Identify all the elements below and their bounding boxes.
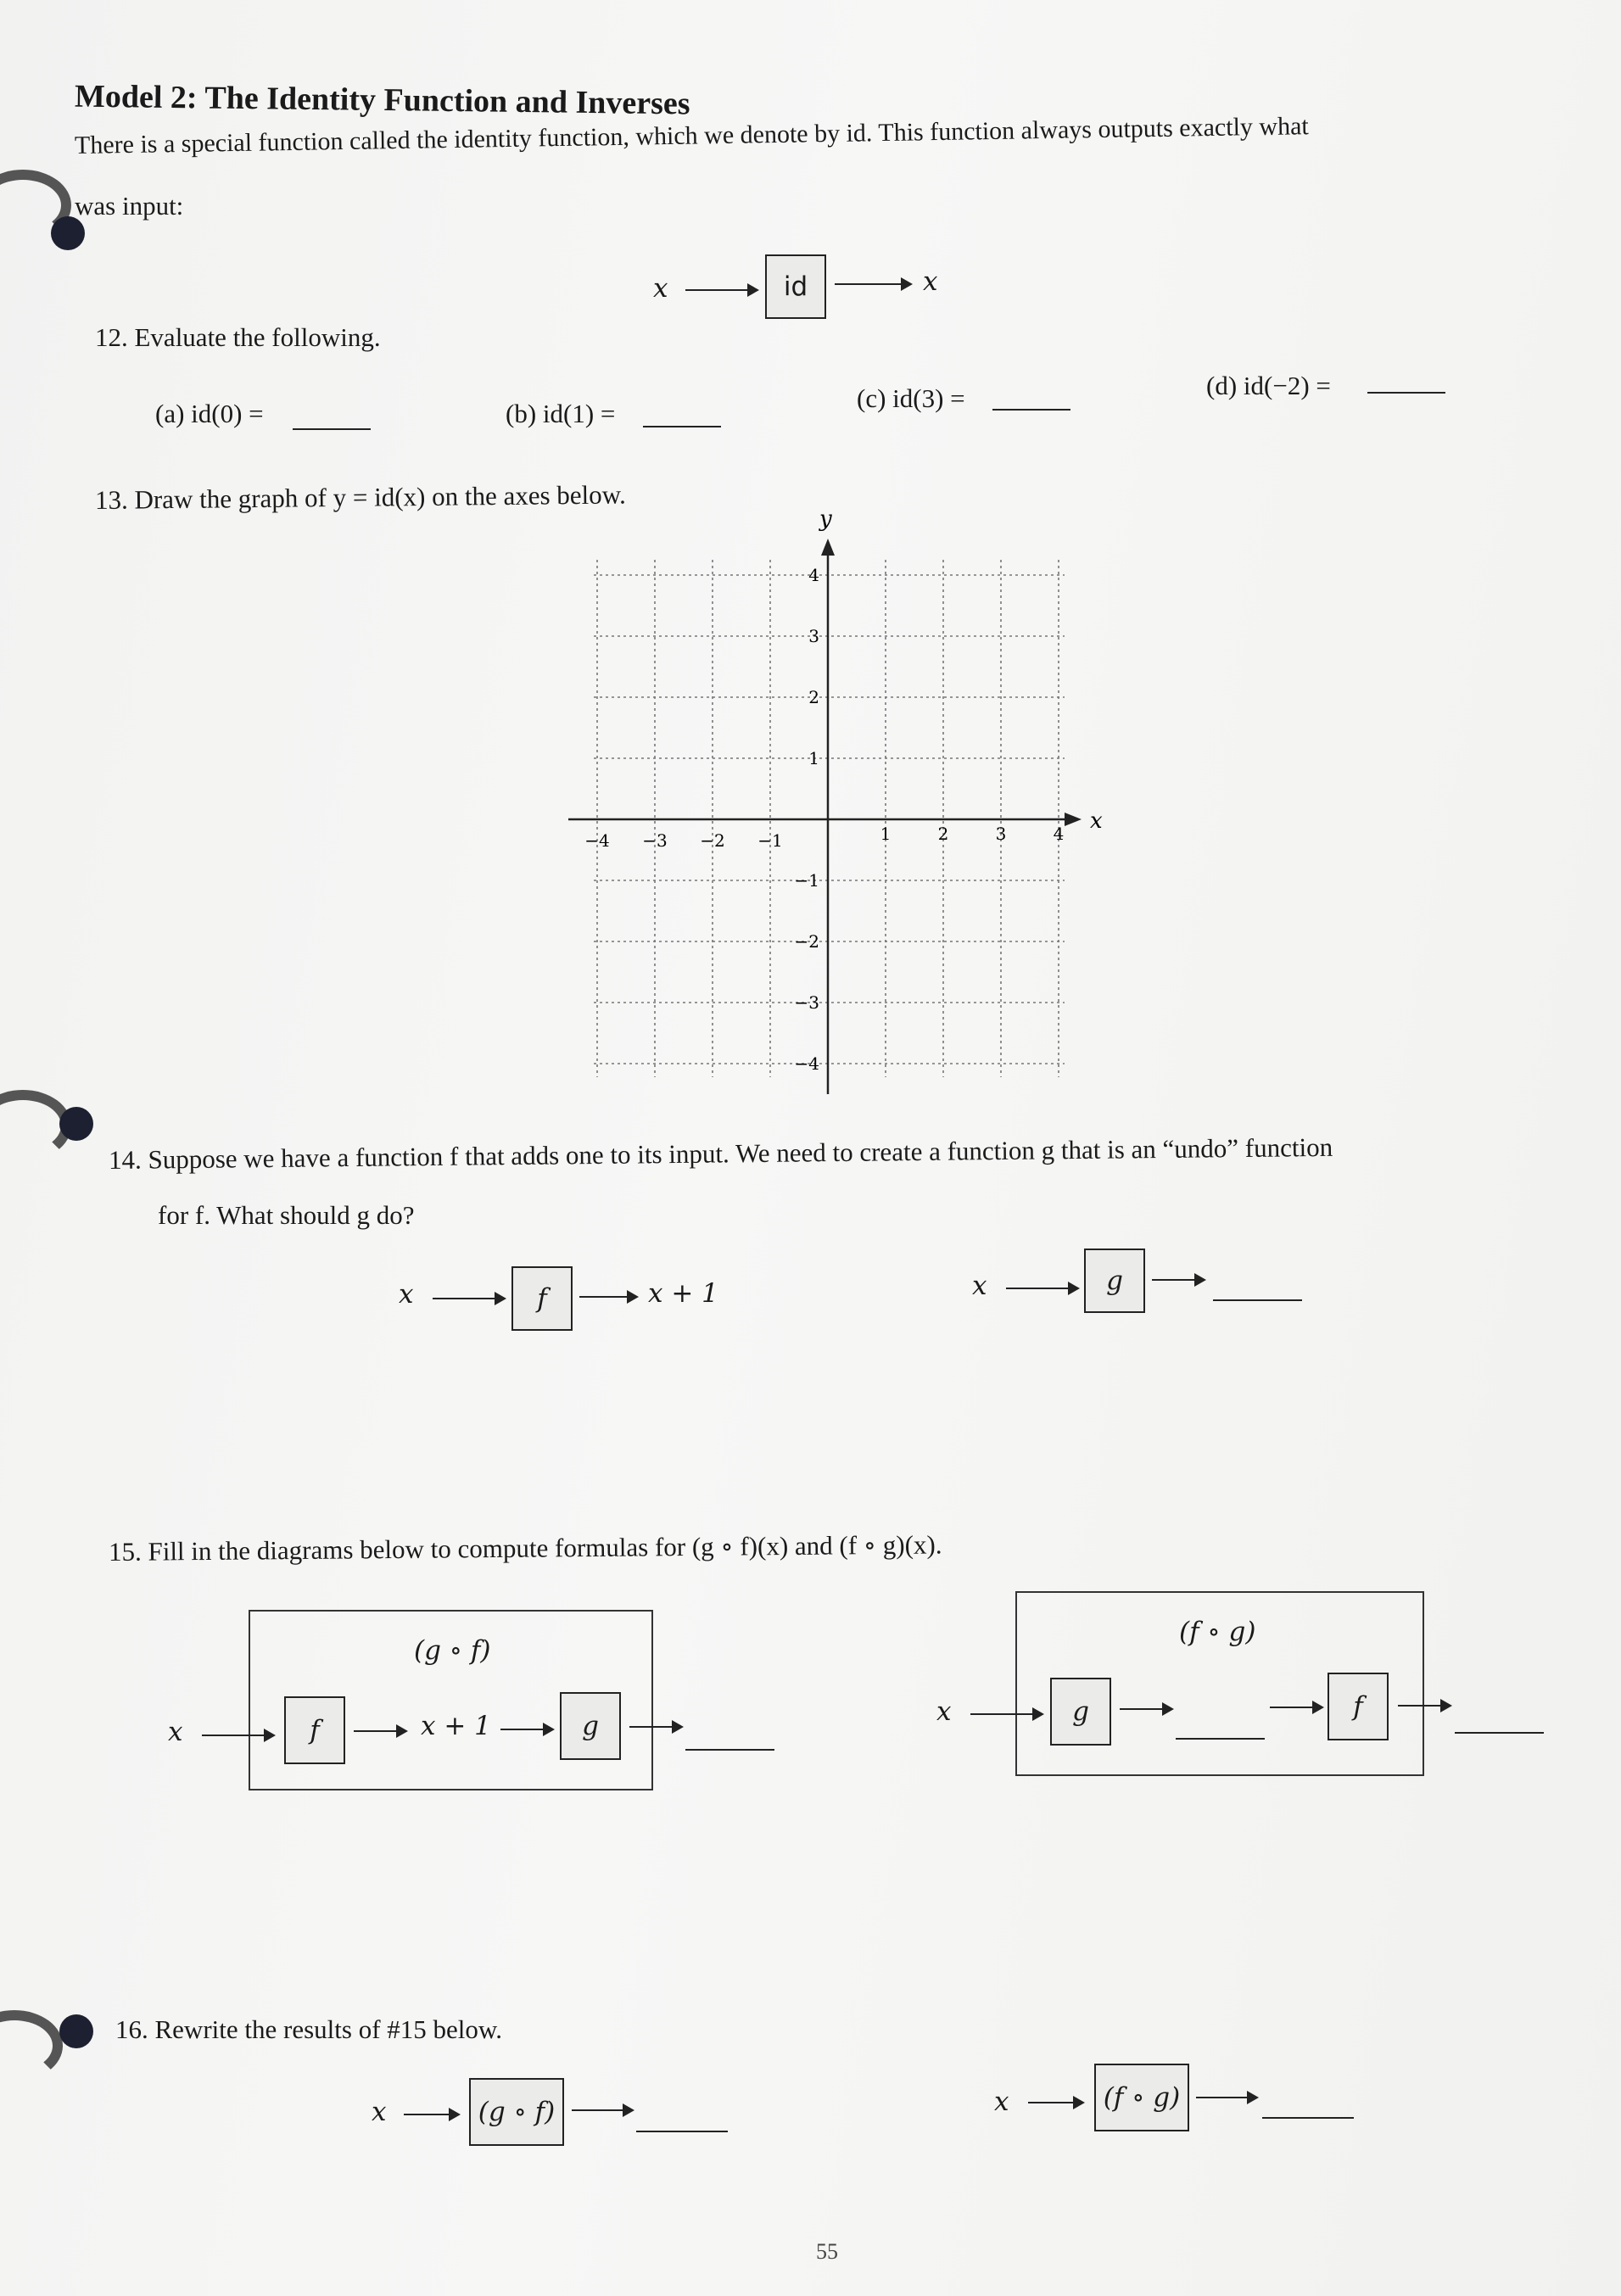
q16-prompt: 16. Rewrite the results of #15 below. bbox=[115, 2014, 503, 2044]
q14-f-output-label: x + 1 bbox=[648, 1278, 718, 1309]
x-tick-label: −4 bbox=[584, 830, 610, 851]
y-axis-label: y bbox=[819, 506, 832, 532]
x-tick-label: −1 bbox=[757, 830, 783, 851]
q12-blank-c[interactable] bbox=[992, 407, 1070, 411]
q14-g-output-arrow bbox=[1152, 1279, 1205, 1281]
id-input-arrow bbox=[685, 289, 757, 291]
q15-left-middle-label: x + 1 bbox=[421, 1711, 491, 1741]
y-tick-label: 1 bbox=[808, 748, 819, 768]
intro-line-1: There is a special function called the identity function, which we denote by id. This function always outputs exactly what bbox=[74, 112, 1309, 159]
x-tick-label: −3 bbox=[642, 830, 668, 851]
q14-g-output-blank[interactable] bbox=[1213, 1298, 1302, 1301]
id-box: id bbox=[765, 254, 826, 319]
q15-left-mid-arrow bbox=[354, 1730, 406, 1732]
y-tick-label: 3 bbox=[808, 626, 819, 646]
id-output-label: x bbox=[923, 266, 938, 297]
q15-right-mid-arrow-2 bbox=[1270, 1707, 1322, 1708]
q15-left-mid-arrow-2 bbox=[500, 1729, 553, 1730]
x-axis-label: x bbox=[1090, 808, 1103, 834]
q13-prompt: 13. Draw the graph of y = id(x) on the axes below. bbox=[94, 479, 626, 515]
y-tick-label: −3 bbox=[794, 992, 819, 1013]
q15-right-f-box: f bbox=[1328, 1673, 1389, 1740]
q12-part-c: (c) id(3) = bbox=[857, 383, 965, 413]
q15-left-output-blank[interactable] bbox=[685, 1747, 774, 1751]
q12-blank-d[interactable] bbox=[1367, 390, 1445, 394]
y-tick-label: −2 bbox=[794, 931, 819, 952]
q14-f-output-arrow bbox=[579, 1296, 637, 1298]
q14-prompt-line-1: 14. Suppose we have a function f that adds one to its input. We need to create a function g that is an “undo” function bbox=[108, 1131, 1333, 1175]
x-axis-arrowhead bbox=[1065, 813, 1082, 826]
q16-left-input-label: x bbox=[372, 2097, 387, 2127]
q16-right-input-arrow bbox=[1028, 2102, 1083, 2103]
q16-right-box: (f ∘ g) bbox=[1094, 2064, 1189, 2131]
x-tick-label: 4 bbox=[1053, 824, 1065, 844]
q15-right-output-blank[interactable] bbox=[1455, 1730, 1544, 1734]
x-tick-label: 3 bbox=[995, 824, 1007, 844]
punch-hole-middle bbox=[59, 1107, 93, 1141]
q16-left-box: (g ∘ f) bbox=[469, 2078, 564, 2146]
q16-left-output-arrow bbox=[572, 2109, 633, 2111]
intro-line-2: was input: bbox=[75, 191, 184, 221]
q15-left-g-box: g bbox=[560, 1692, 621, 1760]
y-tick-label: 4 bbox=[808, 565, 819, 585]
page-number: 55 bbox=[816, 2239, 838, 2264]
q15-right-middle-blank[interactable] bbox=[1176, 1736, 1265, 1740]
q15-left-input-label: x bbox=[168, 1717, 183, 1747]
q14-g-input-label: x bbox=[972, 1271, 987, 1301]
id-input-label: x bbox=[653, 273, 668, 304]
q14-g-input-arrow bbox=[1006, 1288, 1078, 1289]
q15-right-g-box: g bbox=[1050, 1678, 1111, 1746]
q12-blank-b[interactable] bbox=[643, 424, 721, 427]
q12-part-a: (a) id(0) = bbox=[155, 399, 264, 428]
q15-right-input-arrow bbox=[970, 1713, 1042, 1715]
q16-right-output-blank[interactable] bbox=[1262, 2115, 1354, 2119]
q15-left-output-arrow bbox=[629, 1726, 682, 1728]
q14-g-box: g bbox=[1084, 1249, 1145, 1313]
q15-right-input-label: x bbox=[936, 1696, 952, 1727]
y-tick-label: −4 bbox=[794, 1053, 819, 1074]
q12-blank-a[interactable] bbox=[293, 427, 371, 430]
q12-part-d: (d) id(−2) = bbox=[1206, 371, 1331, 400]
q16-left-output-blank[interactable] bbox=[636, 2129, 728, 2132]
id-output-arrow bbox=[835, 283, 911, 285]
q14-f-input-label: x bbox=[399, 1279, 414, 1310]
q15-right-mid-arrow bbox=[1120, 1708, 1172, 1710]
q14-f-input-arrow bbox=[433, 1298, 505, 1299]
x-tick-label: 1 bbox=[880, 824, 892, 844]
punch-hole-top bbox=[51, 216, 85, 250]
y-tick-label: 2 bbox=[808, 687, 819, 707]
y-tick-label: −1 bbox=[794, 870, 819, 891]
q16-left-input-arrow bbox=[404, 2114, 459, 2115]
q15-left-f-box: f bbox=[284, 1696, 345, 1764]
page-title: Model 2: The Identity Function and Inverses bbox=[74, 78, 690, 122]
q16-right-output-arrow bbox=[1196, 2097, 1257, 2098]
q15-prompt: 15. Fill in the diagrams below to compute formulas for (g ∘ f)(x) and (f ∘ g)(x). bbox=[108, 1529, 942, 1567]
y-axis-arrowhead bbox=[821, 539, 835, 556]
q14-prompt-line-2: for f. What should g do? bbox=[158, 1200, 415, 1230]
q12-prompt: 12. Evaluate the following. bbox=[95, 322, 381, 352]
q12-part-b: (b) id(1) = bbox=[506, 399, 616, 428]
q14-f-box: f bbox=[511, 1266, 573, 1331]
q15-right-output-arrow bbox=[1398, 1705, 1451, 1707]
q15-left-input-arrow bbox=[202, 1735, 274, 1736]
q13-coordinate-grid[interactable] bbox=[543, 500, 1120, 1111]
q15-left-label: (g ∘ f) bbox=[414, 1635, 491, 1666]
q16-right-input-label: x bbox=[994, 2087, 1009, 2117]
q15-right-label: (f ∘ g) bbox=[1179, 1617, 1256, 1647]
x-tick-label: 2 bbox=[937, 824, 949, 844]
binder-ring-bottom bbox=[0, 2010, 63, 2081]
x-tick-label: −2 bbox=[700, 830, 725, 851]
punch-hole-bottom bbox=[59, 2014, 93, 2048]
